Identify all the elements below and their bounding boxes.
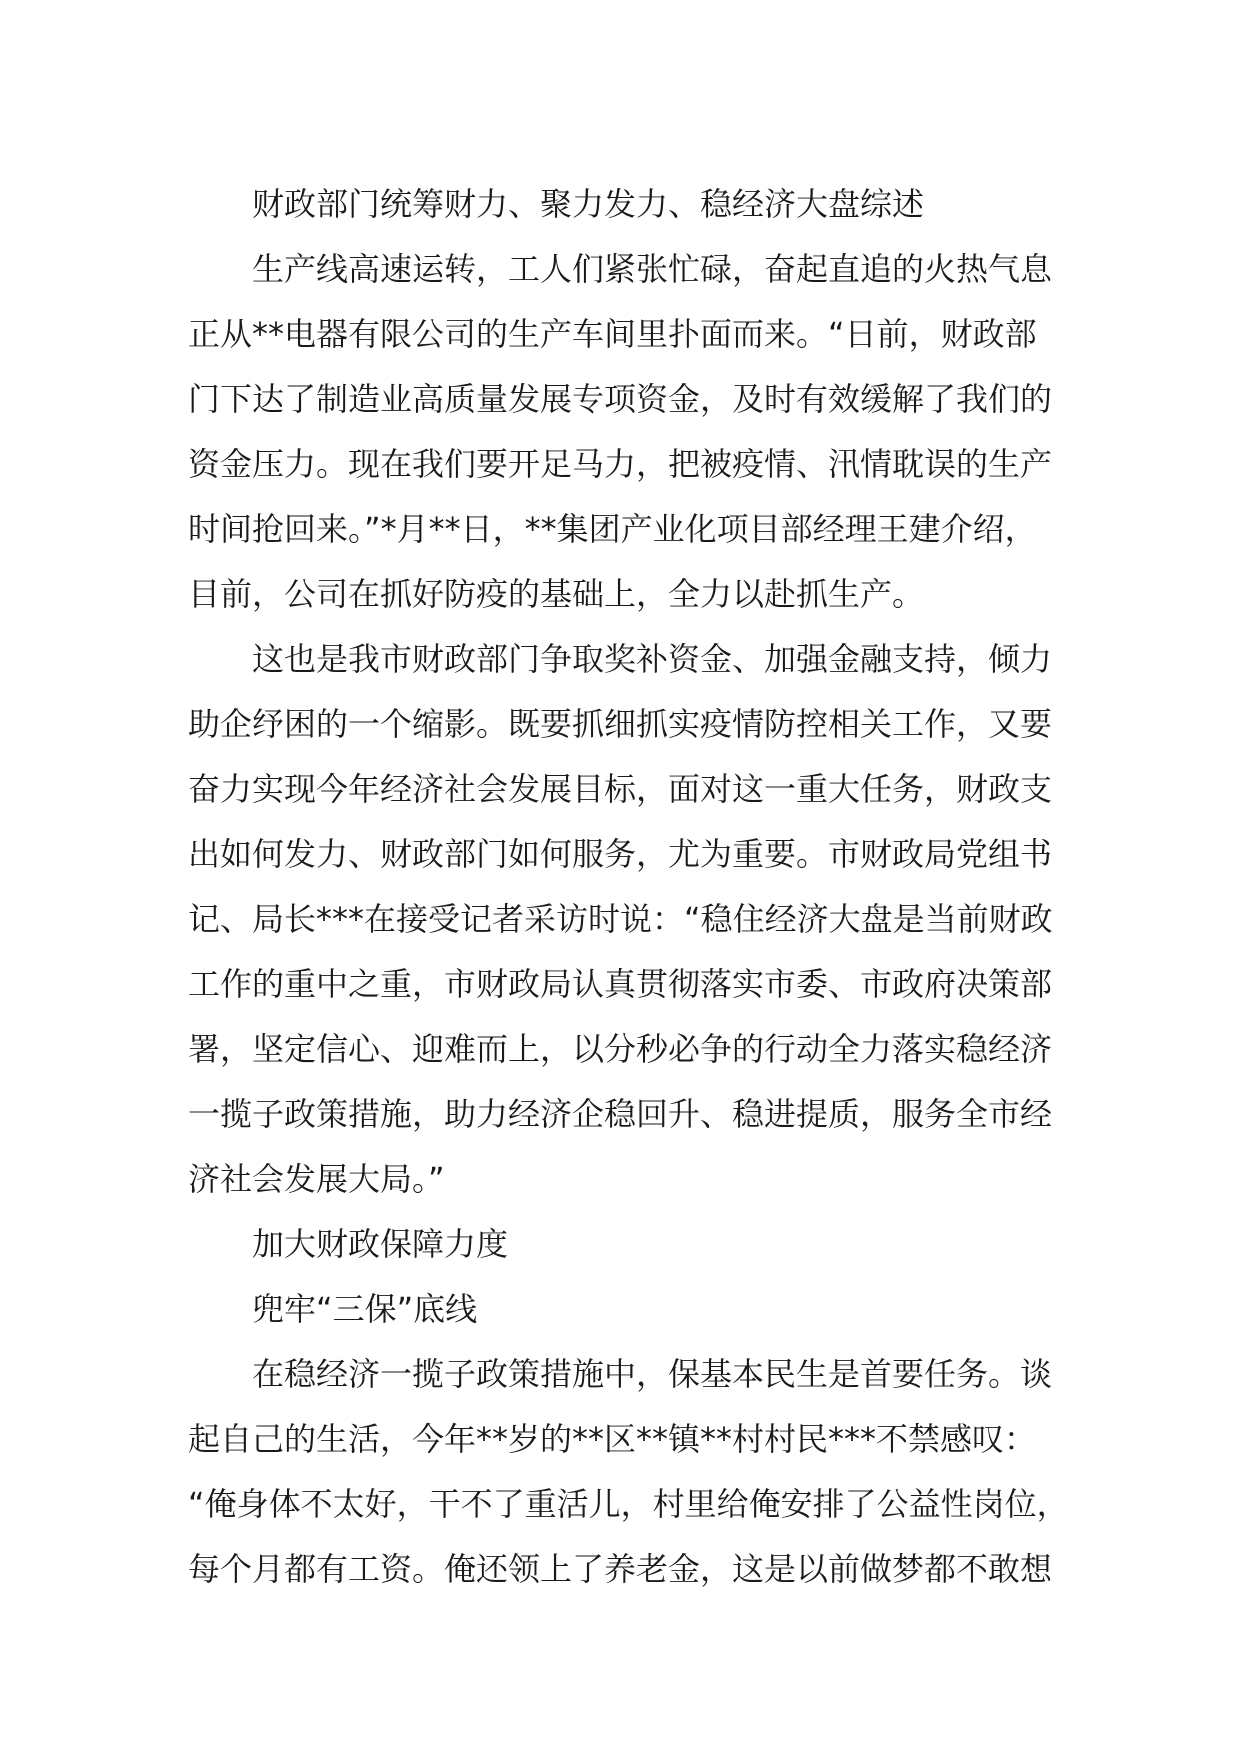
text-line: 正从**电器有限公司的生产车间里扑面而来。“日前，财政部 <box>188 315 1037 353</box>
document-body <box>188 172 1069 1602</box>
text-line: 兜牢“三保”底线 <box>252 1290 478 1328</box>
text-line: 每个月都有工资。俺还领上了养老金，这是以前做梦都不敢想 <box>188 1550 1053 1588</box>
text-line: 奋力实现今年经济社会发展目标，面对这一重大任务，财政支 <box>188 770 1053 808</box>
text-line: 济社会发展大局。” <box>188 1160 445 1198</box>
text-line: 这也是我市财政部门争取奖补资金、加强金融支持，倾力 <box>252 640 1053 678</box>
section-heading-1 <box>188 1212 1048 1277</box>
text-line: 目前，公司在抓好防疫的基础上，全力以赴抓生产。 <box>188 575 925 613</box>
text-line: 资金压力。现在我们要开足马力，把被疫情、汛情耽误的生产 <box>188 445 1053 483</box>
text-line: 助企纾困的一个缩影。既要抓细抓实疫情防控相关工作，又要 <box>188 705 1053 743</box>
section-heading-2 <box>188 1277 1048 1342</box>
paragraph-1 <box>188 237 1053 627</box>
text-line: 记、局长***在接受记者采访时说：“稳住经济大盘是当前财政 <box>188 900 1053 938</box>
text-line: 生产线高速运转，工人们紧张忙碌，奋起直追的火热气息 <box>252 250 1053 288</box>
paragraph-3 <box>188 1342 1069 1602</box>
text-line: 加大财政保障力度 <box>252 1225 509 1263</box>
text-line: 起自己的生活，今年**岁的**区**镇**村村民***不禁感叹： <box>188 1420 1037 1458</box>
text-line: 工作的重中之重，市财政局认真贯彻落实市委、市政府决策部 <box>188 965 1053 1003</box>
text-line: “俺身体不太好，干不了重活儿，村里给俺安排了公益性岗位， <box>188 1485 1069 1523</box>
paragraph-2 <box>188 627 1053 1212</box>
text-line: 时间抢回来。”*月**日，**集团产业化项目部经理王建介绍， <box>188 510 1037 548</box>
text-line: 门下达了制造业高质量发展专项资金，及时有效缓解了我们的 <box>188 380 1053 418</box>
text-line: 一揽子政策措施，助力经济企稳回升、稳进提质，服务全市经 <box>188 1095 1053 1133</box>
text-line: 在稳经济一揽子政策措施中，保基本民生是首要任务。谈 <box>252 1355 1053 1393</box>
text-line: 出如何发力、财政部门如何服务，尤为重要。市财政局党组书 <box>188 835 1053 873</box>
document-title: 财政部门统筹财力、聚力发力、稳经济大盘综述 <box>252 185 925 223</box>
text-line: 署，坚定信心、迎难而上，以分秒必争的行动全力落实稳经济 <box>188 1030 1053 1068</box>
